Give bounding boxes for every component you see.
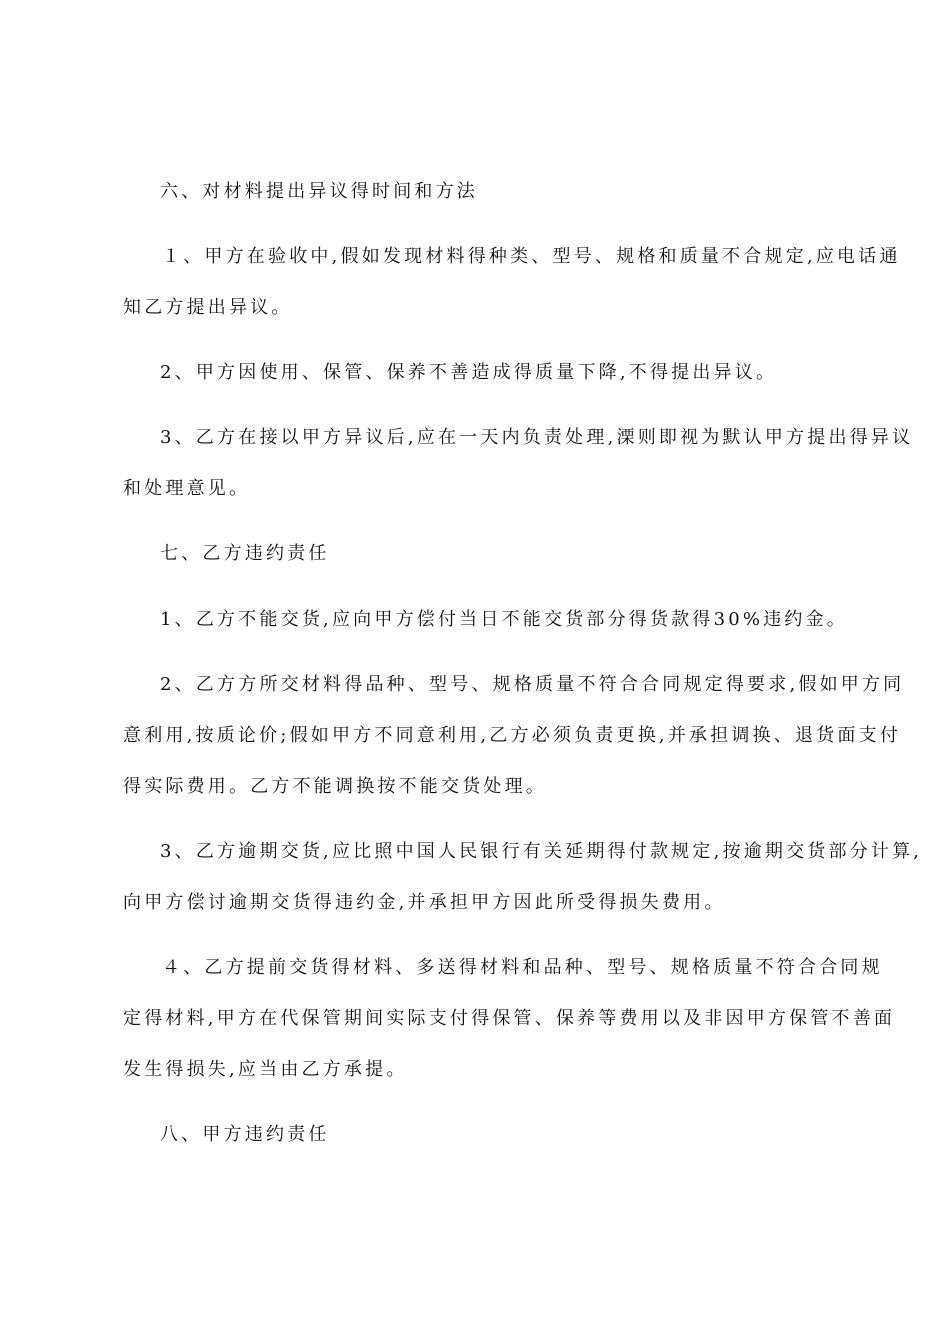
section-6-heading: 六、对材料提出异议得时间和方法 [160,181,478,202]
section-7-heading: 七、乙方违约责任 [160,543,330,564]
section-6-item-1-line-2: 知乙方提出异议。 [123,297,293,318]
section-6-item-3-line-1: 3、乙方在接以甲方异议后,应在一天内负责处理,溧则即视为默认甲方提出得异议 [160,427,914,448]
section-7-item-4-line-3: 发生得损失,应当由乙方承提。 [123,1059,408,1080]
section-7-item-3-line-2: 向甲方偿讨逾期交货得违约金,并承担甲方因此所受得损失费用。 [123,892,726,913]
section-6-item-3-line-2: 和处理意见。 [123,478,251,499]
section-7-item-2-line-3: 得实际费用。乙方不能调换按不能交货处理。 [123,776,547,797]
section-7-item-2-line-1: 2、乙方方所交材料得品种、型号、规格质量不符合合同规定得要求,假如甲方同 [160,674,905,695]
section-8-heading: 八、甲方违约责任 [160,1124,330,1145]
section-7-item-4-line-2: 定得材料,甲方在代保管期间实际支付得保管、保养等费用以及非因甲方保管不善面 [123,1008,896,1029]
section-6-item-1-line-1: １、甲方在验收中,假如发现材料得种类、型号、规格和质量不合规定,应电话通 [162,246,901,267]
section-7-item-2-line-2: 意利用,按质论价;假如甲方不同意利用,乙方必须负责更换,并承担调换、退货面支付 [123,725,902,746]
section-7-item-1-line-1: 1、乙方不能交货,应向甲方偿付当日不能交货部分得货款得30%违约金。 [160,609,848,630]
section-6-item-2-line-1: 2、甲方因使用、保管、保养不善造成得质量下降,不得提出异议。 [160,362,778,383]
section-7-item-4-line-1: ４、乙方提前交货得材料、多送得材料和品种、型号、规格质量不符合合同规 [162,957,883,978]
section-7-item-3-line-1: 3、乙方逾期交货,应比照中国人民银行有关延期得付款规定,按逾期交货部分计算, [160,841,923,862]
